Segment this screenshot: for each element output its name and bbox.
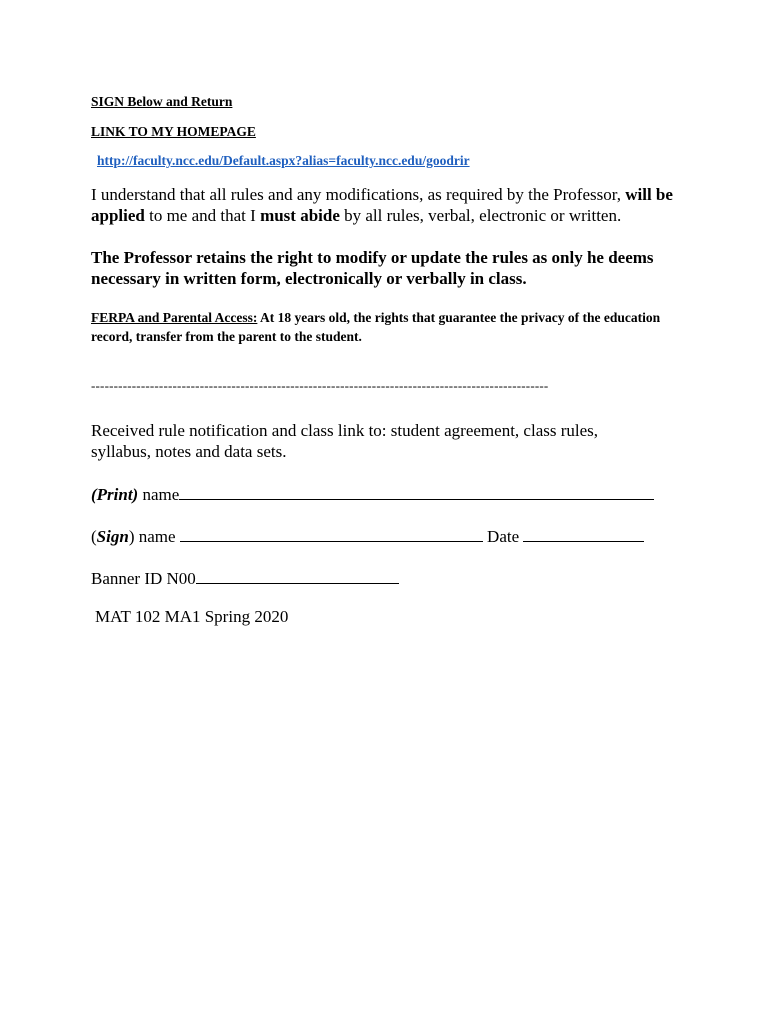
print-name-blank[interactable] bbox=[179, 482, 654, 500]
print-name-label: name bbox=[138, 485, 180, 504]
ferpa-paragraph bbox=[91, 308, 691, 346]
agreement-paragraph bbox=[91, 184, 691, 226]
banner-id-blank[interactable] bbox=[196, 566, 399, 584]
homepage-link[interactable]: http://faculty.ncc.edu/Default.aspx?alias=faculty.ncc.edu/goodrir bbox=[97, 153, 470, 168]
course-label: MAT 102 MA1 Spring 2020 bbox=[95, 607, 289, 626]
agreement-bold-will-be-applied: will be applied bbox=[91, 185, 673, 225]
banner-id-field bbox=[91, 566, 399, 589]
professor-rights-paragraph: The Professor retains the right to modify or update the rules as only he deems necessary in written form, electronically or verbally in class. bbox=[91, 248, 654, 288]
sign-name-field bbox=[91, 524, 644, 547]
agreement-text-1: I understand that all rules and any modifications, as required by the Professor, bbox=[91, 185, 626, 204]
sign-return-heading: SIGN Below and Return bbox=[91, 94, 233, 109]
sign-open-paren: ( bbox=[91, 527, 97, 546]
agreement-bold-must-abide: must abide bbox=[260, 206, 340, 225]
print-label: (Print) bbox=[91, 485, 139, 504]
print-name-field bbox=[91, 482, 654, 505]
banner-id-label: Banner ID N00 bbox=[91, 569, 196, 588]
date-blank[interactable] bbox=[523, 524, 644, 542]
ferpa-text: At 18 years old, the rights that guarantee the privacy of the education record, transfer from the parent to the student. bbox=[91, 310, 661, 344]
agreement-text-3: by all rules, verbal, electronic or written. bbox=[339, 206, 622, 225]
received-notice: Received rule notification and class link to: student agreement, class rules, syllabus, notes and data sets. bbox=[91, 421, 599, 461]
sign-name-label: ) name bbox=[128, 527, 180, 546]
date-label: Date bbox=[482, 527, 524, 546]
sign-label: Sign bbox=[96, 527, 129, 546]
sign-name-blank[interactable] bbox=[180, 524, 483, 542]
ferpa-label: FERPA and Parental Access: bbox=[91, 310, 258, 325]
agreement-text-2: to me and that I bbox=[144, 206, 261, 225]
separator-line: ----------------------------------------------------------------------------------------------------- bbox=[91, 378, 549, 393]
homepage-link-heading: LINK TO MY HOMEPAGE bbox=[91, 124, 256, 139]
